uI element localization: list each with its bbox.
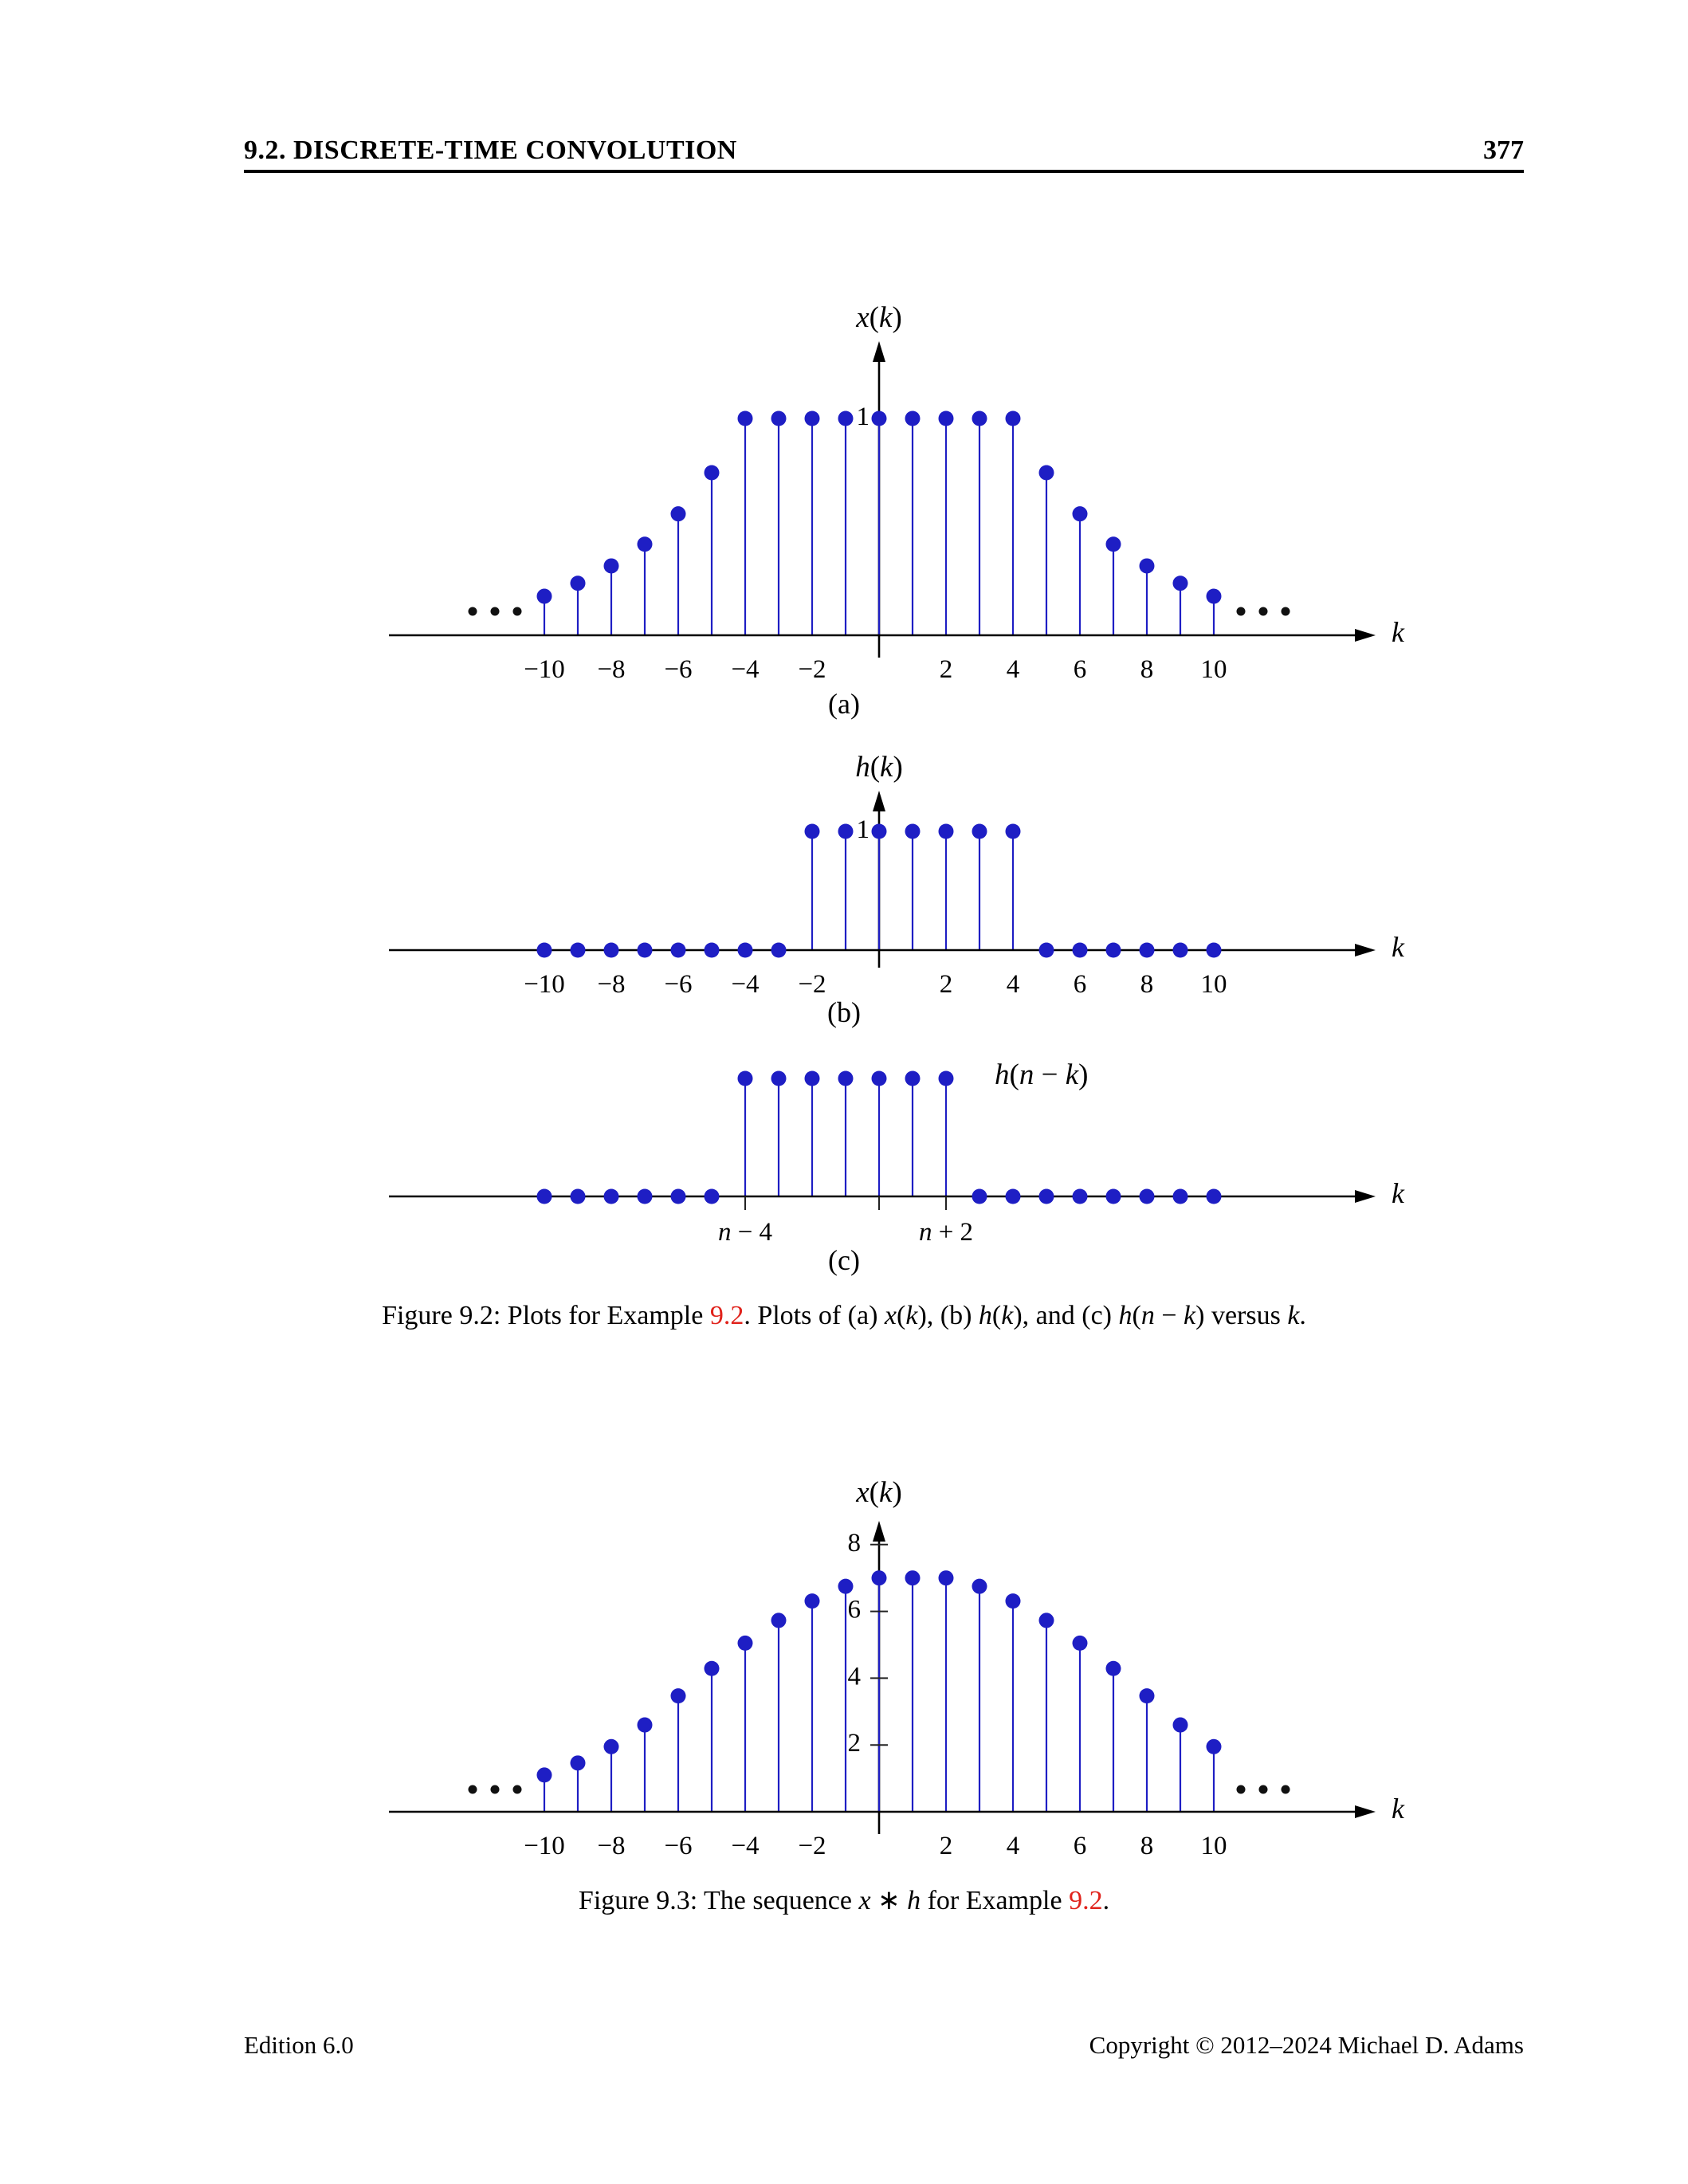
x-tick-label: −6 bbox=[664, 1831, 693, 1860]
subcaption-c: (c) bbox=[828, 1244, 860, 1276]
x-tick-label: −4 bbox=[731, 1831, 760, 1860]
x-tick-label: n + 2 bbox=[918, 1217, 974, 1247]
x-tick-label: 10 bbox=[1200, 969, 1227, 999]
x-tick-label: −4 bbox=[731, 654, 760, 684]
plot-title: x(k) bbox=[856, 301, 902, 335]
x-tick-label: −2 bbox=[798, 969, 826, 999]
x-tick-label: 4 bbox=[1006, 1831, 1020, 1860]
x-tick-label: 8 bbox=[1140, 654, 1154, 684]
caption-segment: k bbox=[905, 1301, 918, 1330]
figure-9-2-caption bbox=[0, 1301, 1688, 1331]
plot-title: h(n − k) bbox=[995, 1059, 1089, 1092]
caption-segment: for Example bbox=[921, 1886, 1070, 1915]
caption-segment: h bbox=[1118, 1301, 1133, 1330]
subcaption-a: (a) bbox=[828, 688, 860, 720]
axis-arrow bbox=[1355, 944, 1376, 956]
x-axis bbox=[389, 1793, 1405, 1825]
stem-dots bbox=[738, 1071, 954, 1086]
footer-copyright: Copyright © 2012–2024 Michael D. Adams bbox=[1089, 2031, 1524, 2059]
caption-segment: ( bbox=[897, 1301, 906, 1330]
axis-arrow bbox=[1355, 1805, 1376, 1818]
caption-segment: . Plots of (a) bbox=[744, 1301, 885, 1330]
figure-9-3-caption bbox=[0, 1884, 1688, 1916]
caption-segment: k bbox=[1184, 1301, 1196, 1330]
x-tick-label: −8 bbox=[597, 654, 626, 684]
plot-title: h(k) bbox=[855, 751, 903, 784]
x-tick-label: −2 bbox=[798, 1831, 826, 1860]
caption-segment: ) bbox=[1195, 1301, 1205, 1330]
caption-segment: ∗ bbox=[870, 1886, 908, 1915]
x-tick-label: 6 bbox=[1073, 654, 1087, 684]
x-tick-label: −10 bbox=[524, 969, 565, 999]
x-tick-label: −2 bbox=[798, 654, 826, 684]
plot-c bbox=[389, 1059, 1405, 1246]
axis-arrow bbox=[873, 791, 885, 811]
caption-segment: Figure 9.2: Plots for Example bbox=[382, 1301, 710, 1330]
caption-segment: , (b) bbox=[926, 1301, 979, 1330]
x-axis-label: k bbox=[1392, 1177, 1404, 1210]
stems bbox=[812, 831, 1013, 950]
x-tick-label: n − 4 bbox=[717, 1217, 773, 1247]
x-axis-label: k bbox=[1392, 931, 1404, 964]
x-tick-label: 8 bbox=[1140, 969, 1154, 999]
x-tick-label: −4 bbox=[731, 969, 760, 999]
plot-title: x(k) bbox=[856, 1476, 902, 1510]
x-tick-label: 8 bbox=[1140, 1831, 1154, 1860]
x-tick-label: 10 bbox=[1200, 654, 1227, 684]
section-header: 9.2. DISCRETE-TIME CONVOLUTION bbox=[244, 136, 737, 165]
x-axis-label: k bbox=[1392, 616, 1404, 649]
axis-arrow bbox=[873, 341, 885, 362]
axis-arrow bbox=[1355, 629, 1376, 642]
x-tick-label: 2 bbox=[939, 654, 953, 684]
x-tick-labels bbox=[524, 1832, 1227, 1860]
x-tick-label: −8 bbox=[597, 969, 626, 999]
x-tick-label: 10 bbox=[1200, 1831, 1227, 1860]
x-tick-labels bbox=[524, 655, 1227, 684]
caption-segment: ( bbox=[991, 1301, 1002, 1330]
stems bbox=[544, 418, 1214, 635]
y-tick-label: 2 bbox=[847, 1728, 861, 1758]
caption-segment: . bbox=[1102, 1886, 1110, 1915]
x-tick-label: 4 bbox=[1006, 969, 1020, 999]
y-tick-label: 8 bbox=[847, 1528, 861, 1557]
stems bbox=[544, 1578, 1214, 1812]
subcaption-b: (b) bbox=[827, 996, 861, 1028]
plot-a bbox=[389, 301, 1405, 683]
x-tick-label: −8 bbox=[597, 1831, 626, 1860]
unit-level-label: 1 bbox=[856, 815, 870, 844]
unit-level-label: 1 bbox=[856, 402, 870, 431]
caption-segment: k bbox=[1001, 1301, 1014, 1330]
caption-segment: k bbox=[1287, 1301, 1300, 1330]
caption-segment: h bbox=[907, 1886, 921, 1915]
x-tick-label: 2 bbox=[939, 969, 953, 999]
x-tick-labels bbox=[718, 1218, 973, 1247]
caption-segment: , and (c) bbox=[1022, 1301, 1119, 1330]
caption-segment: − bbox=[1154, 1301, 1184, 1330]
caption-segment: . bbox=[1299, 1301, 1306, 1330]
plot-xh bbox=[389, 1476, 1405, 1860]
caption-segment: ) bbox=[917, 1301, 927, 1330]
stems bbox=[745, 1078, 946, 1196]
x-tick-label: −6 bbox=[664, 654, 693, 684]
example-link[interactable]: 9.2 bbox=[1069, 1886, 1103, 1915]
x-tick-label: 6 bbox=[1073, 969, 1087, 999]
caption-segment: Figure 9.3: The sequence bbox=[578, 1886, 859, 1915]
caption-segment: ) bbox=[1013, 1301, 1023, 1330]
caption-segment: x bbox=[858, 1886, 871, 1915]
y-tick-label: 4 bbox=[847, 1661, 861, 1691]
x-tick-label: −6 bbox=[664, 969, 693, 999]
example-link[interactable]: 9.2 bbox=[709, 1301, 744, 1330]
x-tick-label: 4 bbox=[1006, 654, 1020, 684]
caption-segment: n bbox=[1140, 1301, 1155, 1330]
y-ticks bbox=[848, 1528, 889, 1757]
x-tick-label: −10 bbox=[524, 654, 565, 684]
x-tick-labels bbox=[524, 970, 1227, 999]
caption-segment: h bbox=[978, 1301, 992, 1330]
stem-dots bbox=[805, 824, 1021, 839]
caption-segment: ( bbox=[1132, 1301, 1141, 1330]
caption-segment: x bbox=[884, 1301, 897, 1330]
footer-edition: Edition 6.0 bbox=[244, 2031, 354, 2059]
x-axis bbox=[389, 616, 1405, 648]
caption-segment: versus bbox=[1204, 1301, 1288, 1330]
x-axis-label: k bbox=[1392, 1793, 1404, 1825]
x-tick-label: 2 bbox=[939, 1831, 953, 1860]
x-tick-label: 6 bbox=[1073, 1831, 1087, 1860]
x-tick-label: −10 bbox=[524, 1831, 565, 1860]
page-number: 377 bbox=[1483, 136, 1524, 165]
y-tick-label: 6 bbox=[847, 1595, 861, 1624]
plot-b bbox=[389, 751, 1405, 998]
axis-arrow bbox=[873, 1521, 885, 1542]
axis-arrow bbox=[1355, 1190, 1376, 1203]
